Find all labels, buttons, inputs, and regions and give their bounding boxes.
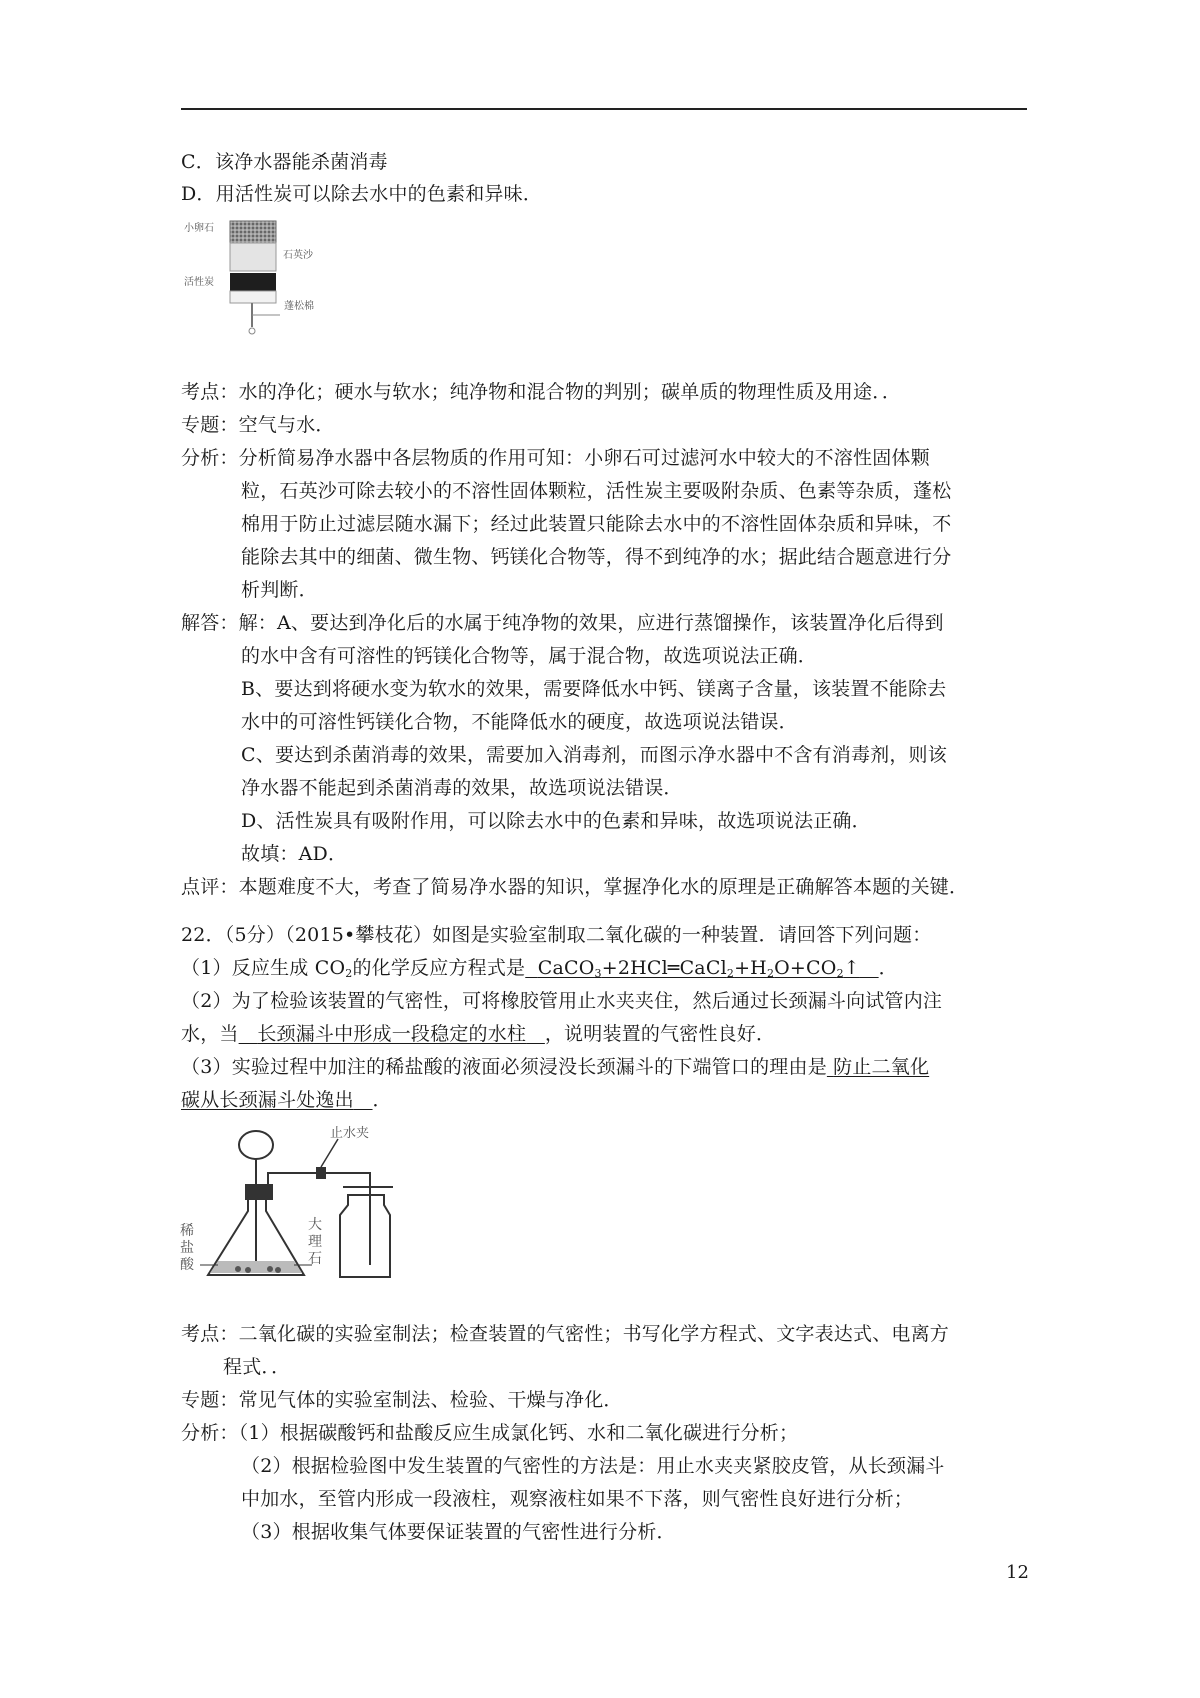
carbon-label: 活性炭 (184, 277, 214, 288)
jieda-21-line-7: D、活性炭具有吸附作用，可以除去水中的色素和异味，故选项说法正确． (241, 810, 871, 832)
jieda-21-line-3: B、要达到将硬水变为软水的效果，需要降低水中钙、镁离子含量，该装置不能除去 (241, 678, 947, 700)
cotton-layer (230, 291, 276, 303)
pebble-label: 小卵石 (184, 223, 214, 234)
quartz-layer (230, 243, 276, 271)
kaodian-22-line-2: 程式．． (223, 1356, 291, 1378)
q22-p2-answer: 长颈漏斗中形成一段稳定的水柱 (257, 1023, 527, 1045)
marble-label-3: 石 (308, 1251, 322, 1267)
jieda-21-line-1: 解答：解：A、要达到净化后的水属于纯净物的效果，应进行蒸馏操作，该装置净化后得到 (181, 612, 944, 634)
fenxi-22-line-2: （2）根据检验图中发生装置的气密性的方法是：用止水夹夹紧胶皮管，从长颈漏斗 (241, 1455, 945, 1477)
fenxi-22-line-1: 分析：（1）根据碳酸钙和盐酸反应生成氯化钙、水和二氧化碳进行分析； (181, 1422, 799, 1444)
clamp (316, 1167, 326, 1179)
acid-label-1: 稀 (180, 1223, 194, 1239)
fenxi-22-line-4: （3）根据收集气体要保证装置的气密性进行分析． (241, 1521, 676, 1543)
quartz-label: 石英沙 (283, 250, 313, 261)
q22-p1-mid: 的化学反应方程式是 (352, 957, 526, 979)
header-rule (181, 108, 1027, 110)
fenxi-21-line-1: 分析：分析简易净水器中各层物质的作用可知：小卵石可过滤河水中较大的不溶性固体颗 (181, 447, 930, 469)
water-filter-figure (180, 215, 330, 355)
dianping-21: 点评：本题难度不大，考查了简易净水器的知识，掌握净化水的原理是正确解答本题的关键． (181, 876, 969, 898)
zhuanti-22: 专题：常见气体的实验室制法、检验、干燥与净化． (181, 1389, 623, 1411)
jieda-21-line-5: C、要达到杀菌消毒的效果，需要加入消毒剂，而图示净水器中不含有消毒剂，则该 (241, 744, 947, 766)
kaodian-22-line-1: 考点：二氧化碳的实验室制法；检查装置的气密性；书写化学方程式、文字表达式、电离方 (181, 1323, 950, 1345)
q22-part-2-line-2: 水，当 长颈漏斗中形成一段稳定的水柱 ，说明装置的气密性良好． (181, 1023, 776, 1045)
gas-bottle (340, 1195, 390, 1277)
kaodian-21: 考点：水的净化；硬水与软水；纯净物和混合物的判别；碳单质的物理性质及用途．． (181, 381, 902, 403)
fenxi-21-line-4: 能除去其中的细菌、微生物、钙镁化合物等，得不到纯净的水；据此结合题意进行分 (241, 546, 952, 568)
carbon-layer (230, 273, 276, 291)
q22-part-2-line-1: （2）为了检验该装置的气密性，可将橡胶管用止水夹夹住，然后通过长颈漏斗向试管内注 (181, 990, 943, 1012)
option-d: D．用活性炭可以除去水中的色素和异味． (181, 183, 543, 205)
q22-part-3-line-2: 碳从长颈漏斗处逸出 ． (181, 1089, 392, 1111)
jieda-21-line-4: 水中的可溶性钙镁化合物，不能降低水的硬度，故选项说法错误． (241, 711, 798, 733)
q22-p1-answer: $CaCO_3+2HCl═CaCl_2+H_2O+CO_2↑$ (537, 957, 860, 980)
marble-label-2: 理 (308, 1234, 322, 1250)
fenxi-21-line-5: 析判断． (241, 579, 318, 601)
fenxi-21-line-3: 棉用于防止过滤层随水漏下；经过此装置只能除去水中的不溶性固体杂质和异味，不 (241, 513, 952, 535)
page-number: 12 (1006, 1562, 1029, 1583)
option-c: C．该净水器能杀菌消毒 (181, 151, 388, 173)
question-22-stem: 22．（5分）（2015•攀枝花）如图是实验室制取二氧化碳的一种装置．请回答下列问题： (181, 924, 932, 946)
liquid (210, 1261, 302, 1273)
jieda-21-line-2: 的水中含有可溶性的钙镁化合物等，属于混合物，故选项说法正确． (241, 645, 818, 667)
clamp-label: 止水夹 (330, 1126, 370, 1141)
q22-p3-answer-b: 碳从长颈漏斗处逸出 (181, 1089, 354, 1111)
marble-label-1: 大 (308, 1217, 322, 1233)
acid-label-3: 酸 (180, 1257, 194, 1273)
funnel-bulb (239, 1131, 273, 1159)
q22-part-1: （1）反应生成 $CO_2$的化学反应方程式是 $CaCO_3+2HCl═CaCl_2+H_2O+CO_2↑$ ． (181, 957, 898, 980)
pebble-layer (230, 221, 276, 243)
zhuanti-21: 专题：空气与水． (181, 414, 335, 436)
jieda-21-line-8: 故填：AD． (241, 843, 348, 865)
cotton-label: 蓬松棉 (284, 301, 314, 312)
q22-part-3-line-1: （3）实验过程中加注的稀盐酸的液面必须浸没长颈漏斗的下端管口的理由是 防止二氧化 (181, 1056, 930, 1078)
q22-p1-prefix: （1）反应生成 CO (181, 957, 346, 979)
fenxi-22-line-3: 中加水，至管内形成一段液柱，观察液柱如果不下落，则气密性良好进行分析； (241, 1488, 914, 1510)
jieda-21-line-6: 净水器不能起到杀菌消毒的效果，故选项说法错误． (241, 777, 683, 799)
q22-p3-answer-a: 防止二氧化 (833, 1056, 930, 1078)
fenxi-21-line-2: 粒，石英沙可除去较小的不溶性固体颗粒，活性炭主要吸附杂质、色素等杂质，蓬松 (241, 480, 952, 502)
co2-apparatus-figure (178, 1125, 428, 1290)
acid-label-2: 盐 (180, 1240, 194, 1256)
